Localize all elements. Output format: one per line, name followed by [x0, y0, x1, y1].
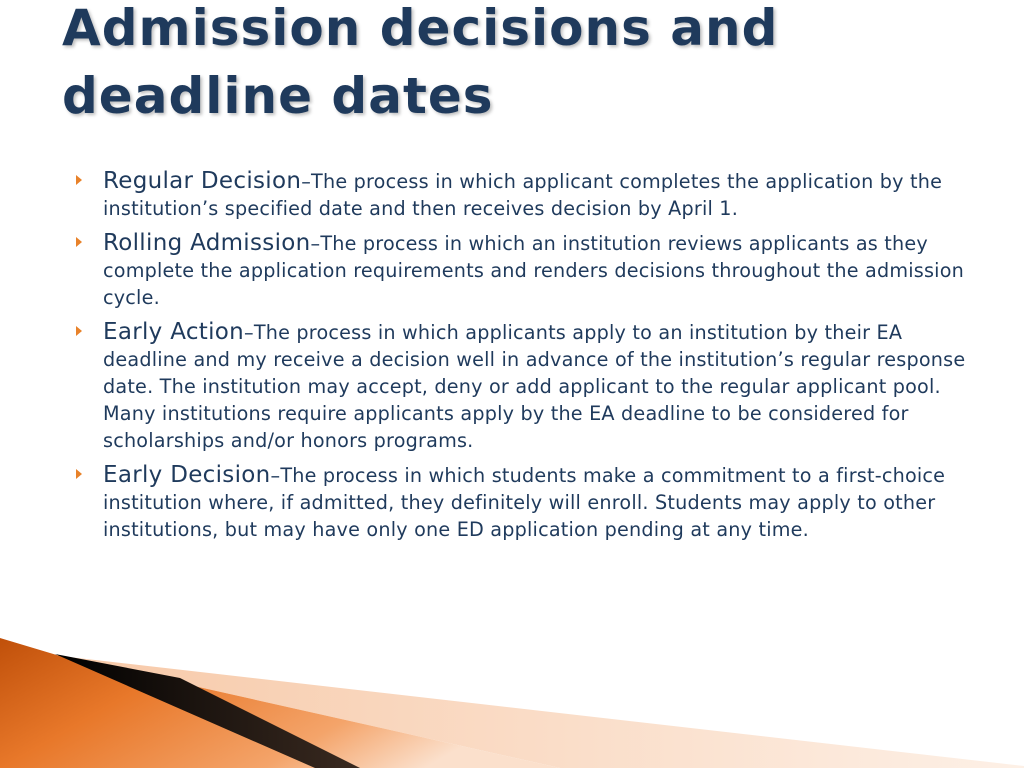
- bullet-separator: –: [244, 321, 254, 344]
- bullet-text: The process in which an institution reviews applicants as they complete the application requirements and renders decisions throughout the admission cycle.: [103, 232, 965, 309]
- bullet-term: Rolling Admission: [103, 230, 311, 256]
- bullet-separator: –: [310, 232, 321, 255]
- bullet-separator: –: [270, 464, 281, 487]
- bullet-early-decision: [76, 462, 971, 543]
- title-line-1: Admission decisions and: [62, 0, 779, 57]
- bullet-arrow-icon: [76, 326, 82, 336]
- title-line-2: deadline dates: [62, 67, 494, 125]
- decorative-swoosh: [0, 638, 1024, 768]
- bullet-text: The process in which applicant completes the application by the institution’s specified date and then receives decision by April 1.: [103, 170, 943, 220]
- bullet-list: [76, 168, 971, 551]
- bullet-text: The process in which students make a commitment to a first-choice institution where, if admitted, they definitely will enroll. Students may apply to other institutions, but may have only one ED application pending at any time.: [103, 464, 946, 541]
- bullet-rolling-admission: [76, 230, 971, 311]
- bullet-early-action: [76, 319, 971, 454]
- bullet-term: Regular Decision: [103, 168, 302, 194]
- bullet-arrow-icon: [76, 237, 82, 247]
- bullet-regular-decision: [76, 168, 971, 222]
- bullet-arrow-icon: [76, 469, 82, 479]
- slide-title: [62, 0, 962, 130]
- bullet-term: Early Decision: [103, 462, 271, 488]
- bullet-separator: –: [301, 170, 312, 193]
- bullet-term: Early Action: [103, 319, 245, 345]
- bullet-text: The process in which applicants apply to an institution by their EA deadline and my receive a decision well in advance of the institution’s regular response date. The institution may accept, deny or add applicant to the regular applicant pool. Many institutions require applicants apply by the EA deadline to be considered for scholarships and/or honors programs.: [103, 321, 966, 452]
- bullet-arrow-icon: [76, 175, 82, 185]
